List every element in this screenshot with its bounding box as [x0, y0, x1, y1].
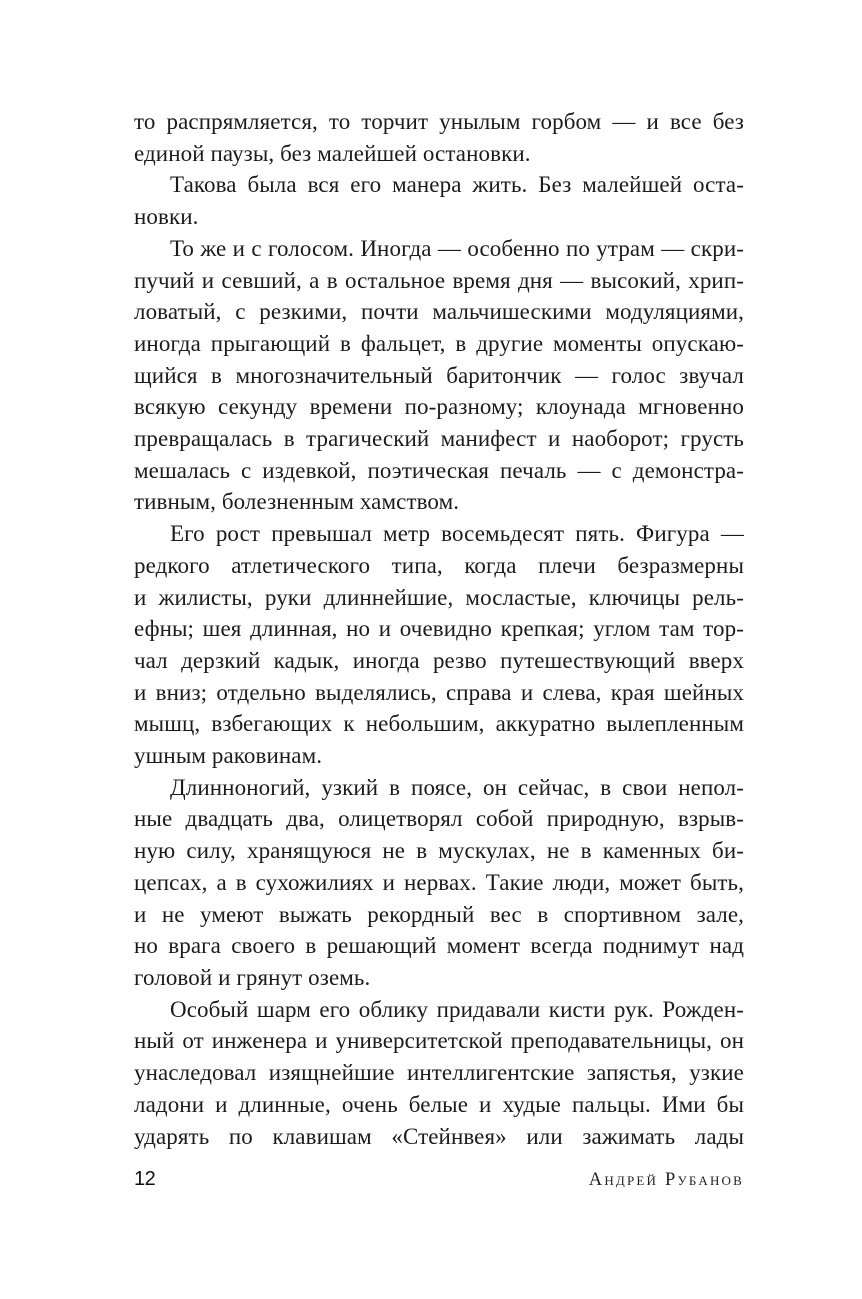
- text-line: и жилисты, руки длиннейшие, мосластые, ключицы рель-: [134, 584, 744, 610]
- text-line: новки.: [134, 204, 199, 230]
- text-line: тивным, болезненным хамством.: [134, 489, 460, 515]
- text-line: головой и грянут оземь.: [134, 964, 371, 990]
- text-line: То же и с голосом. Иногда — особенно по утрам — скри-: [170, 235, 744, 261]
- text-line: и не умеют выжать рекордный вес в спортивном зале,: [134, 901, 744, 927]
- text-line: редкого атлетического типа, когда плечи безразмерны: [134, 552, 744, 578]
- text-line: превращалась в трагический манифест и наоборот; грусть: [134, 426, 744, 452]
- text-line: ный от инженера и университетской преподавательницы, он: [134, 1028, 744, 1054]
- text-line: Такова была вся его манера жить. Без малейшей оста-: [170, 172, 744, 198]
- text-line: ефны; шея длинная, но и очевидно крепкая; углом там тор-: [134, 616, 744, 642]
- text-line: всякую секунду времени по-разному; клоунада мгновенно: [134, 394, 744, 420]
- text-line: и вниз; отдельно выделялись, справа и слева, края шейных: [134, 679, 744, 705]
- text-line: цепсах, а в сухожилиях и нервах. Такие люди, может быть,: [134, 869, 744, 895]
- text-line: но врага своего в решающий момент всегда поднимут над: [134, 933, 744, 959]
- text-line: мешалась с издевкой, поэтическая печаль — с демонстра-: [134, 457, 744, 483]
- page-number: 12: [134, 1168, 156, 1190]
- text-line: единой паузы, без малейшей остановки.: [134, 140, 531, 166]
- page-footer: [134, 1168, 744, 1191]
- text-line: то распрямляется, то торчит унылым горбом — и все без: [134, 109, 744, 134]
- text-line: ладони и длинные, очень белые и худые пальцы. Ими бы: [134, 1091, 744, 1117]
- text-line: мышц, взбегающих к небольшим, аккуратно вылепленным: [134, 711, 744, 737]
- text-line: Его рост превышал метр восемьдесят пять. Фигура —: [170, 521, 744, 547]
- text-line: Особый шарм его облику придавали кисти рук. Рожден-: [170, 996, 744, 1022]
- text-line: иногда прыгающий в фальцет, в другие моменты опускаю-: [134, 330, 744, 356]
- text-line: унаследовал изящнейшие интеллигентские запястья, узкие: [134, 1060, 744, 1086]
- text-line: ударять по клавишам «Стейнвея» или зажимать лады: [134, 1123, 744, 1149]
- text-line: ную силу, хранящуюся не в мускулах, не в каменных би-: [134, 838, 744, 864]
- text-line: ловатый, с резкими, почти мальчишескими модуляциями,: [134, 299, 744, 325]
- text-line: ные двадцать два, олицетворял собой природную, взрыв-: [134, 806, 744, 832]
- text-line: чал дерзкий кадык, иногда резво путешествующий вверх: [134, 647, 744, 673]
- text-line: ушным раковинам.: [134, 743, 323, 769]
- text-line: щийся в многозначительный баритончик — голос звучал: [134, 362, 744, 388]
- body-text: [134, 106, 744, 1152]
- running-title-author: Андрей Рубанов: [588, 1170, 744, 1190]
- text-line: Длинноногий, узкий в поясе, он сейчас, в свои непол-: [170, 774, 744, 800]
- text-line: пучий и севший, а в остальное время дня — высокий, хрип-: [134, 267, 744, 293]
